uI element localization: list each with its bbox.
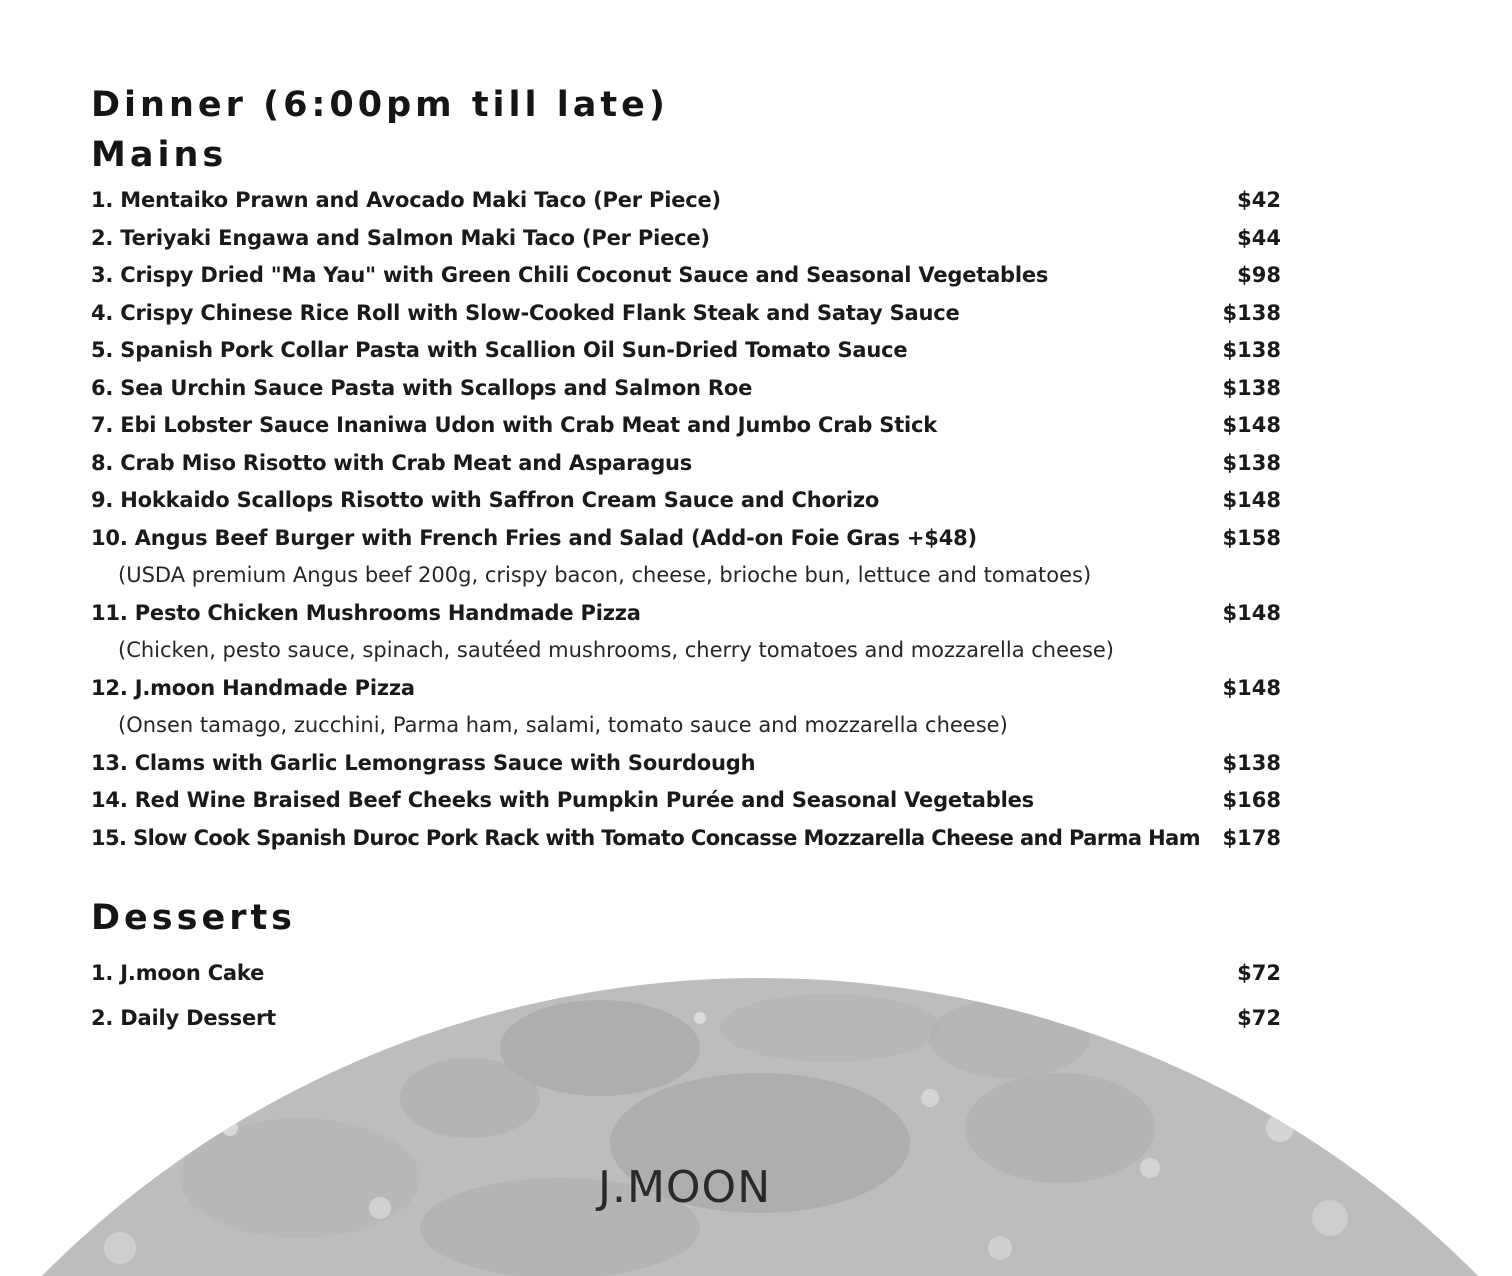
item-price: $168 (1222, 788, 1281, 812)
item-price: $138 (1222, 300, 1281, 325)
item-name: 1. J.moon Cake (91, 961, 265, 985)
item-name: 7. Ebi Lobster Sauce Inaniwa Udon with Crab Meat and Jumbo Crab Stick (91, 413, 938, 437)
item-name: 4. Crispy Chinese Rice Roll with Slow-Cooked Flank Steak and Satay Sauce (91, 300, 960, 325)
item-name: 3. Crispy Dried "Ma Yau" with Green Chili Coconut Sauce and Seasonal Vegetables (91, 263, 1049, 287)
item-price: $178 (1222, 825, 1281, 850)
item-price: $138 (1222, 750, 1281, 775)
menu-item (91, 445, 1281, 483)
item-price: $138 (1222, 450, 1281, 475)
item-price: $148 (1222, 413, 1281, 437)
item-name: 12. J.moon Handmade Pizza (91, 675, 415, 700)
item-name: 8. Crab Miso Risotto with Crab Meat and Asparagus (91, 450, 693, 475)
item-price: $148 (1222, 600, 1281, 625)
menu-item-description (91, 557, 1281, 595)
item-price: $72 (1237, 1006, 1281, 1030)
mains-list (91, 182, 1281, 857)
menu-item (91, 670, 1281, 708)
item-price: $148 (1222, 675, 1281, 700)
brand-logo: J.MOON (598, 1162, 772, 1213)
menu-item (91, 182, 1281, 220)
item-price: $42 (1237, 188, 1281, 212)
desserts-title: Desserts (91, 898, 297, 938)
menu-item (91, 996, 1281, 1041)
menu-item (91, 295, 1281, 333)
item-description: (Onsen tamago, zucchini, Parma ham, salami, tomato sauce and mozzarella cheese) (118, 713, 1008, 737)
item-price: $158 (1222, 525, 1281, 550)
item-name: 14. Red Wine Braised Beef Cheeks with Pumpkin Purée and Seasonal Vegetables (91, 788, 1034, 812)
item-name: 5. Spanish Pork Collar Pasta with Scallion Oil Sun-Dried Tomato Sauce (91, 338, 908, 362)
menu-item (91, 482, 1281, 520)
desserts-list (91, 951, 1281, 1041)
menu-item (91, 370, 1281, 408)
item-name: 11. Pesto Chicken Mushrooms Handmade Pizza (91, 600, 641, 625)
item-description: (USDA premium Angus beef 200g, crispy bacon, cheese, brioche bun, lettuce and tomatoes) (118, 563, 1092, 587)
item-name: 13. Clams with Garlic Lemongrass Sauce with Sourdough (91, 750, 756, 775)
menu-item-description (91, 632, 1281, 670)
menu-item (91, 745, 1281, 783)
menu-item (91, 407, 1281, 445)
item-description: (Chicken, pesto sauce, spinach, sautéed mushrooms, cherry tomatoes and mozzarella cheese) (118, 638, 1115, 662)
item-name: 2. Teriyaki Engawa and Salmon Maki Taco (Per Piece) (91, 225, 710, 250)
menu-item-description (91, 707, 1281, 745)
dinner-title: Dinner (6:00pm till late) (91, 85, 669, 125)
item-price: $98 (1237, 263, 1281, 287)
menu-item (91, 782, 1281, 820)
menu-item (91, 951, 1281, 996)
item-name: 15. Slow Cook Spanish Duroc Pork Rack with Tomato Concasse Mozzarella Cheese and Parma Ham (91, 825, 1200, 850)
item-price: $44 (1237, 225, 1281, 250)
menu-item (91, 332, 1281, 370)
menu-item (91, 220, 1281, 258)
item-name: 6. Sea Urchin Sauce Pasta with Scallops and Salmon Roe (91, 375, 753, 400)
menu-content (91, 80, 1281, 1041)
item-price: $148 (1222, 488, 1281, 512)
menu-item (91, 257, 1281, 295)
item-name: 2. Daily Dessert (91, 1006, 277, 1030)
item-price: $72 (1237, 961, 1281, 985)
item-price: $138 (1222, 338, 1281, 362)
menu-item (91, 520, 1281, 558)
item-name: 1. Mentaiko Prawn and Avocado Maki Taco (Per Piece) (91, 188, 721, 212)
item-name: 9. Hokkaido Scallops Risotto with Saffron Cream Sauce and Chorizo (91, 488, 880, 512)
menu-item (91, 820, 1281, 858)
menu-item (91, 595, 1281, 633)
item-name: 10. Angus Beef Burger with French Fries and Salad (Add-on Foie Gras +$48) (91, 525, 977, 550)
item-price: $138 (1222, 375, 1281, 400)
mains-title: Mains (91, 135, 228, 175)
